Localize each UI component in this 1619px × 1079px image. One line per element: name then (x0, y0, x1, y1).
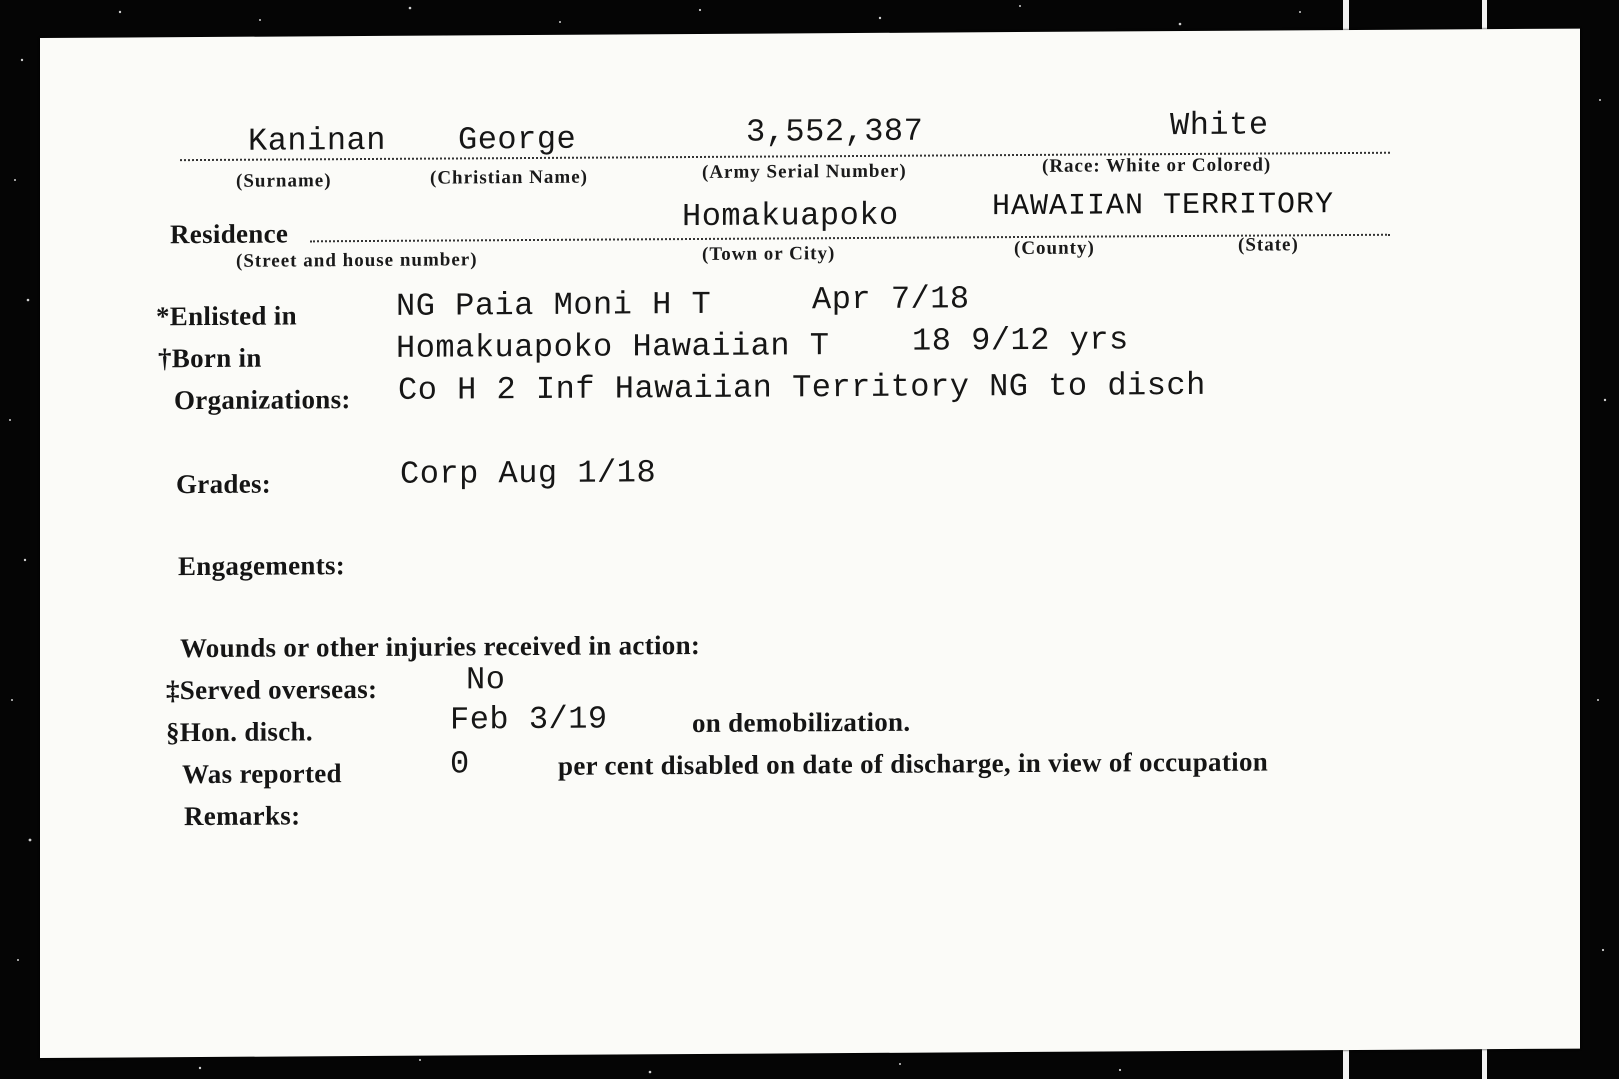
served-overseas-value: No (466, 661, 506, 699)
enlisted-place-value: NG Paia Moni H T (396, 285, 712, 325)
caption-town: (Town or City) (702, 243, 836, 265)
served-overseas-label: ‡Served overseas: (166, 673, 378, 706)
born-age-value: 18 9/12 yrs (912, 321, 1129, 360)
residence-label: Residence (170, 218, 289, 250)
enlisted-label: *Enlisted in (156, 300, 297, 332)
was-reported-value: 0 (450, 745, 470, 783)
was-reported-suffix: per cent disabled on date of discharge, in view of occupation (558, 746, 1269, 781)
residence-dotted-line (310, 234, 1390, 243)
grades-value: Corp Aug 1/18 (400, 454, 657, 493)
grades-label: Grades: (176, 468, 272, 500)
hon-disch-value: Feb 3/19 (450, 700, 608, 739)
caption-surname: (Surname) (236, 170, 332, 192)
hon-disch-suffix: on demobilization. (692, 706, 911, 739)
was-reported-label: Was reported (182, 758, 342, 790)
caption-christian-name: (Christian Name) (430, 166, 588, 189)
caption-race: (Race: White or Colored) (1042, 154, 1272, 177)
hon-disch-label: §Hon. disch. (166, 716, 313, 748)
engagements-label: Engagements: (178, 550, 346, 582)
service-record-card (40, 29, 1580, 1058)
born-label: †Born in (158, 342, 262, 374)
christian-name-value: George (458, 120, 577, 159)
race-value: White (1170, 106, 1269, 145)
enlisted-date-value: Apr 7/18 (812, 280, 970, 319)
serial-number-value: 3,552,387 (746, 112, 924, 151)
wounds-label: Wounds or other injuries received in action: (180, 629, 701, 664)
born-place-value: Homakuapoko Hawaiian T (396, 327, 830, 367)
surname-value: Kaninan (248, 121, 386, 160)
residence-state-value: HAWAIIAN TERRITORY (992, 188, 1335, 225)
remarks-label: Remarks: (184, 800, 301, 832)
caption-county: (County) (1014, 237, 1095, 260)
residence-town-value: Homakuapoko (682, 196, 899, 236)
caption-state: (State) (1238, 234, 1299, 256)
caption-street: (Street and house number) (236, 249, 478, 272)
organizations-value: Co H 2 Inf Hawaiian Territory NG to disch (398, 366, 1206, 409)
caption-serial-number: (Army Serial Number) (702, 160, 907, 183)
organizations-label: Organizations: (174, 384, 351, 416)
